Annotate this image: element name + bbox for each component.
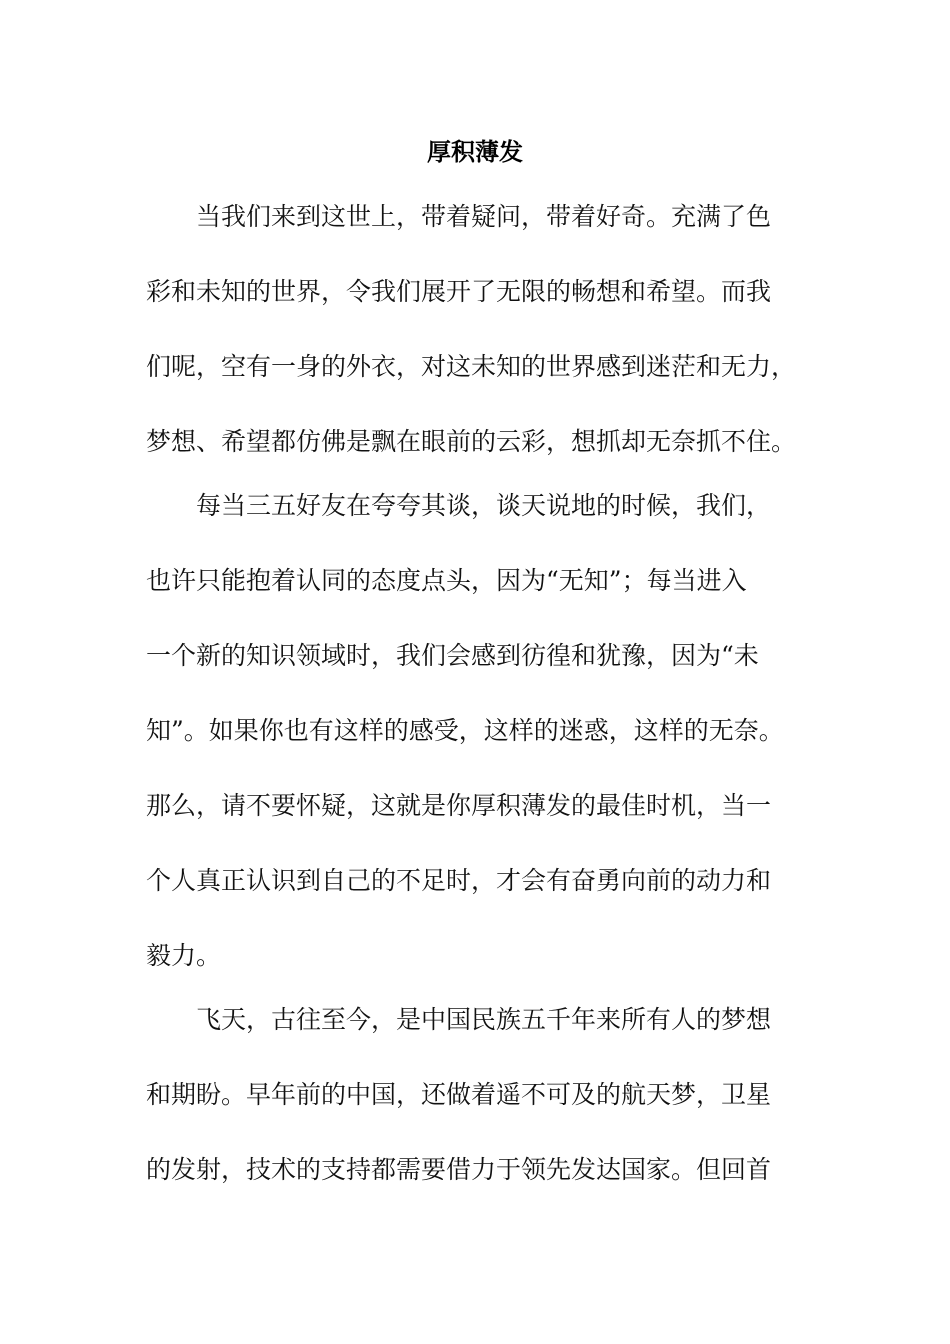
paragraph-line: 知”。如果你也有这样的感受，这样的迷惑，这样的无奈。: [146, 716, 784, 745]
document-title: 厚积薄发: [427, 138, 523, 166]
paragraph-line: 一个新的知识领域时，我们会感到彷徨和犹豫，因为“未: [146, 641, 759, 670]
paragraph-line: 每当三五好友在夸夸其谈，谈天说地的时候，我们，: [196, 491, 772, 520]
paragraph-line: 毅力。: [146, 941, 222, 970]
paragraph-line: 彩和未知的世界，令我们展开了无限的畅想和希望。而我: [146, 277, 772, 306]
paragraph-line: 们呢，空有一身的外衣，对这未知的世界感到迷茫和无力，: [146, 352, 797, 381]
paragraph-line: 梦想、希望都仿佛是飘在眼前的云彩，想抓却无奈抓不住。: [146, 427, 797, 456]
paragraph-line: 也许只能抱着认同的态度点头，因为“无知”；每当进入: [146, 566, 747, 595]
paragraph-line: 当我们来到这世上，带着疑问，带着好奇。充满了色: [196, 202, 772, 231]
paragraph-line: 飞天，古往至今，是中国民族五千年来所有人的梦想: [196, 1005, 772, 1034]
paragraph-line: 和期盼。早年前的中国，还做着遥不可及的航天梦，卫星: [146, 1080, 772, 1109]
paragraph-line: 的发射，技术的支持都需要借力于领先发达国家。但回首: [146, 1155, 772, 1184]
paragraph-line: 个人真正认识到自己的不足时，才会有奋勇向前的动力和: [146, 866, 772, 895]
paragraph-line: 那么，请不要怀疑，这就是你厚积薄发的最佳时机，当一: [146, 791, 772, 820]
